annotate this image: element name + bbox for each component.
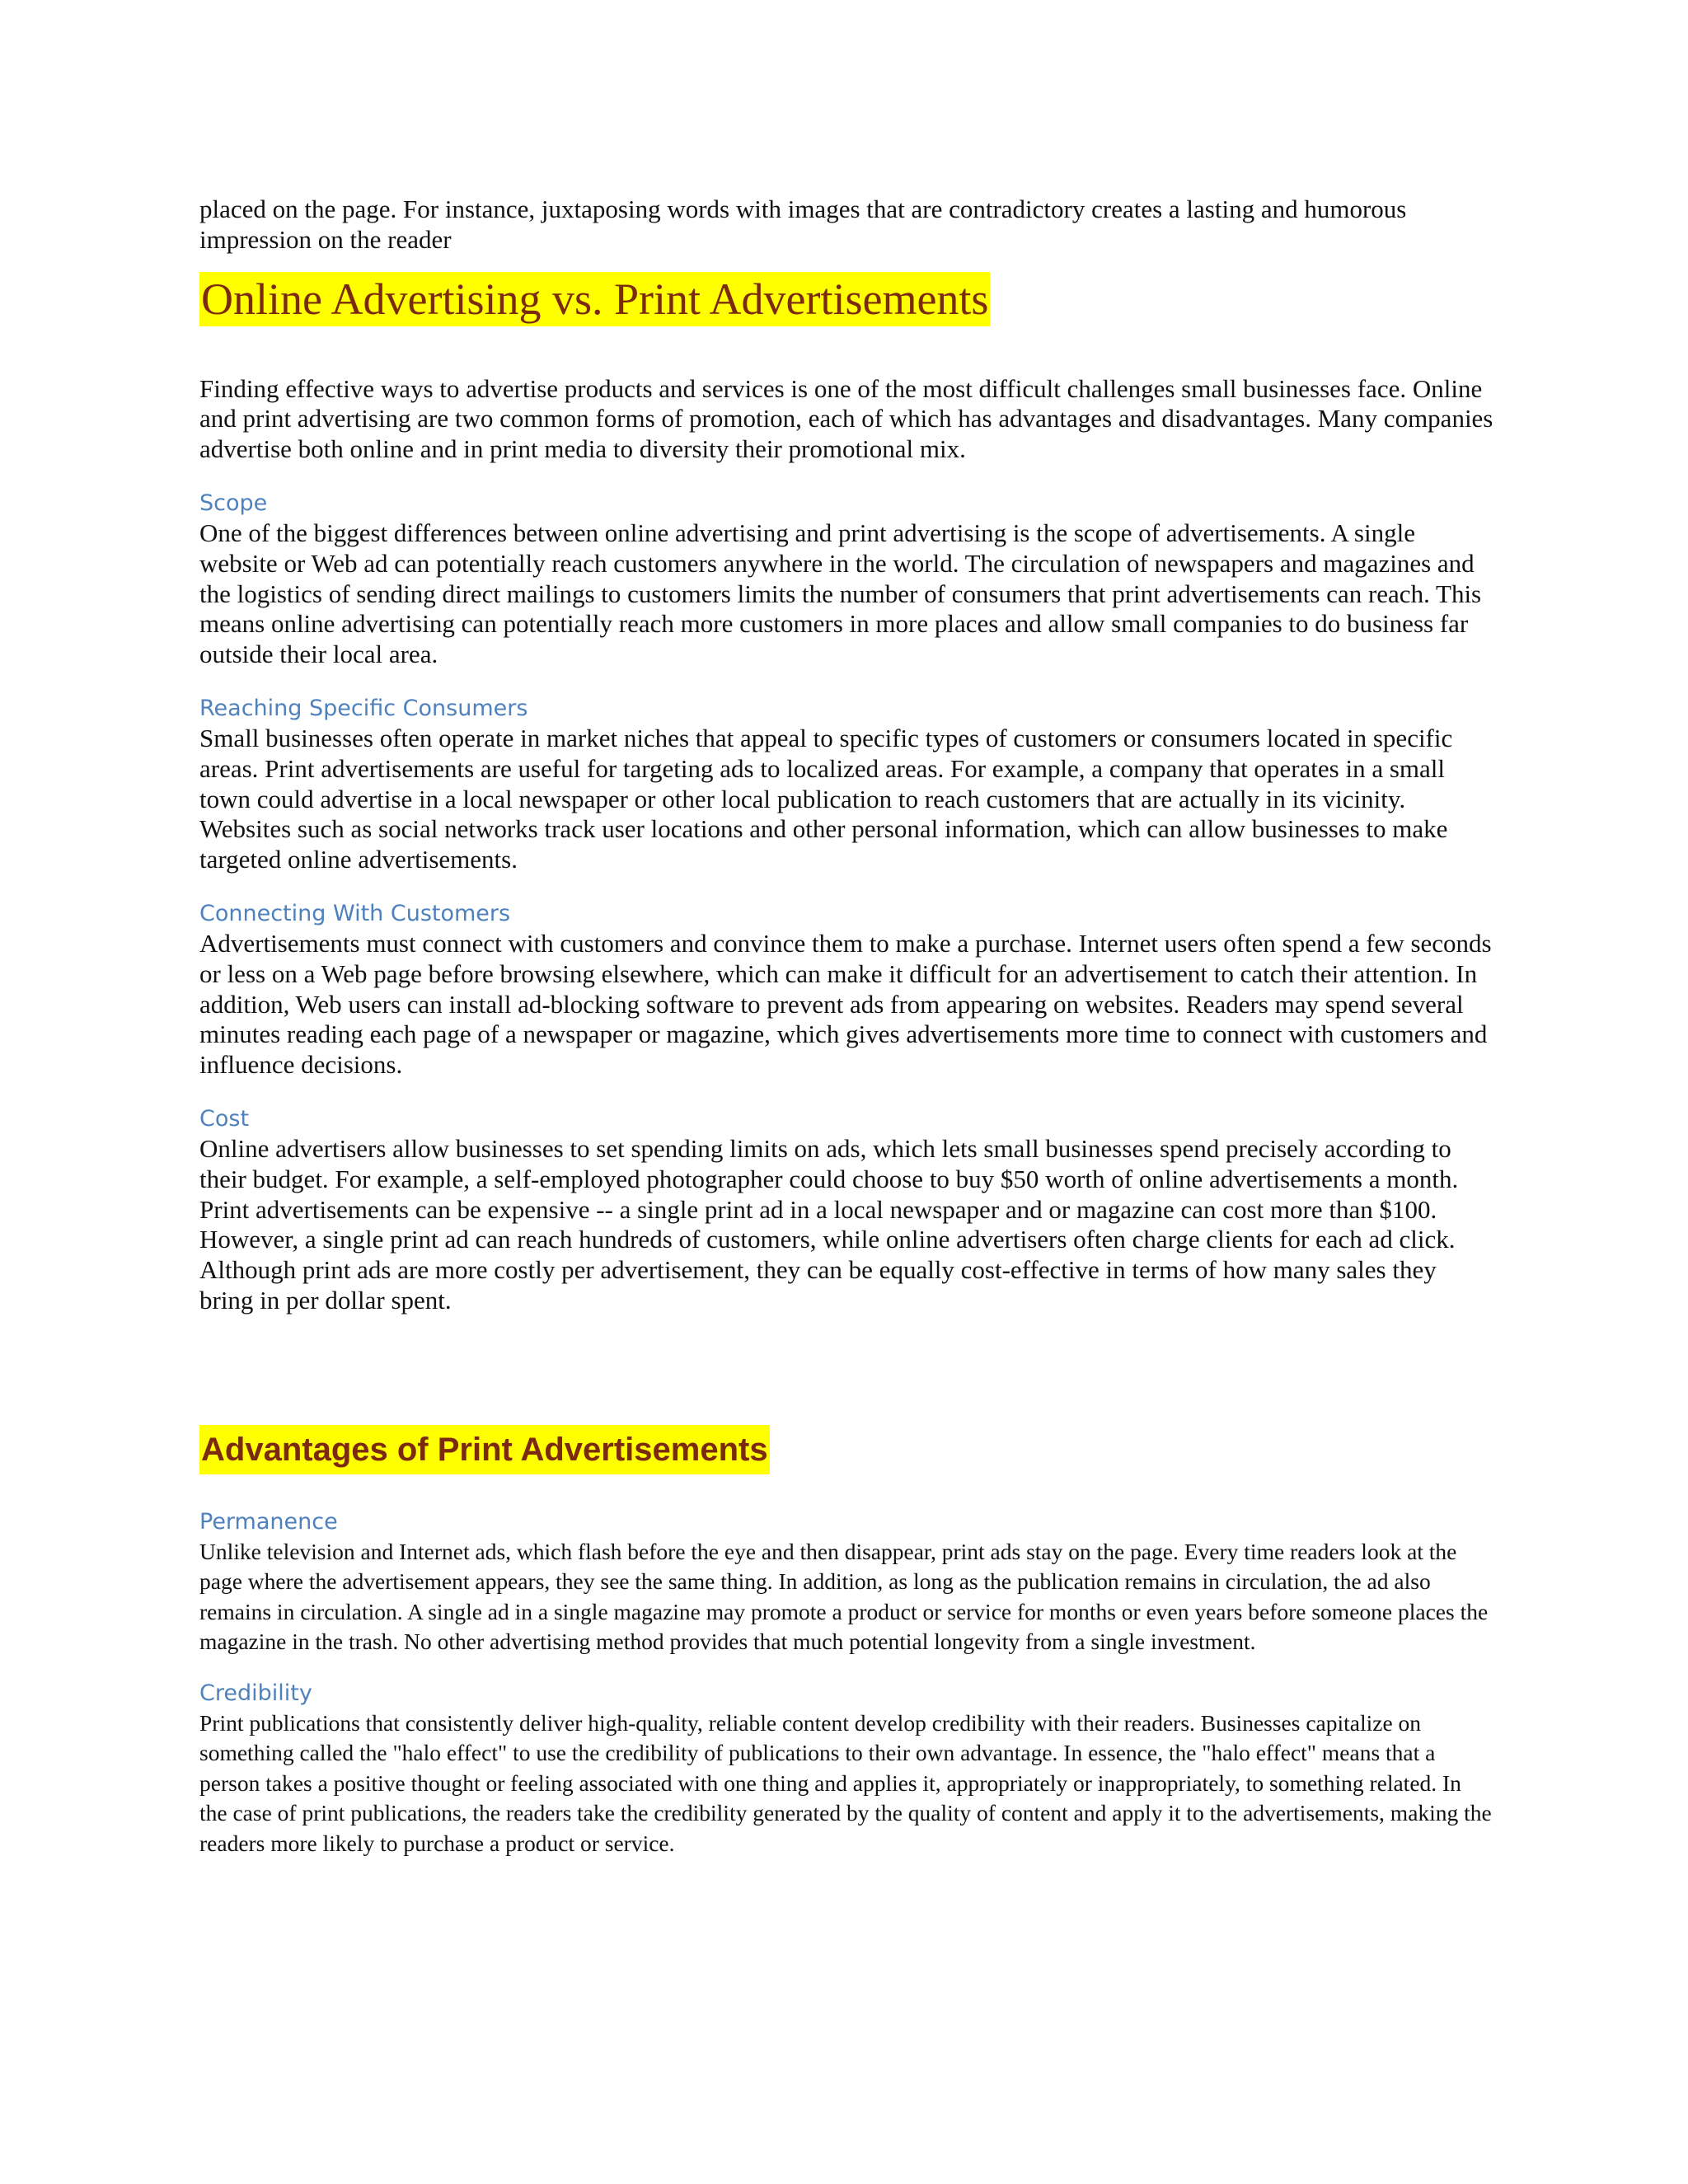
section-paragraph: Advertisements must connect with customers and convince them to make a purchase. Internet users often spend a few seconds or less on a Web page before browsing elsewhere, which can make it difficult for an advertisement to catch their attention. In addition, Web users can install ad-blocking software to prevent ads from appearing on websites. Readers may spend several minutes reading each page of a newspaper or magazine, which gives advertisements more time to connect with customers and influence decisions. — [199, 928, 1492, 1080]
section-paragraph: One of the biggest differences between online advertising and print advertising is the scope of advertisements. A single website or Web ad can potentially reach customers anywhere in the world. The circulation of newspapers and magazines and the logistics of sending direct mailings to customers limits the number of consumers that print advertisements can reach. This means online advertising can potentially reach more customers in more places and allow small companies to do business far outside their local area. — [199, 518, 1482, 669]
section-heading: Reaching Specific Consumers — [199, 695, 528, 721]
section-connecting-with-customers — [199, 899, 1493, 1080]
section-paragraph: Print publications that consistently deliver high-quality, reliable content develop credibility with their readers. Businesses capitalize on something called the "halo effect" to use the credibility of publications to their own advantage. In essence, the "halo effect" means that a person takes a positive thought or feeling associated with one thing and applies it, appropriately or inappropriately, to something related. In the case of print publications, the readers take the credibility generated by the quality of content and apply it to the advertisements, making the readers more likely to purchase a product or service. — [199, 1709, 1492, 1856]
section-paragraph: Small businesses often operate in market niches that appeal to specific types of customers or consumers located in specific areas. Print advertisements are useful for targeting ads to localized areas. For example, a company that operates in a small town could advertise in a local newspaper or other local publication to reach customers that are actually in its vicinity. Websites such as social networks track user locations and other personal information, which can allow businesses to make targeted online advertisements. — [199, 723, 1453, 874]
document-page — [199, 194, 1493, 1858]
section-cost — [199, 1104, 1493, 1316]
section-heading: Connecting With Customers — [199, 900, 511, 926]
section-reaching-specific-consumers — [199, 694, 1493, 875]
section-paragraph: Unlike television and Internet ads, which flash before the eye and then disappear, print ads stay on the page. Every time readers look at the page where the advertisement appears, they see the same thing. In addition, as long as the publication remains in circulation, the ad also remains in circulation. A single ad in a single magazine may promote a product or service for months or even years before someone places the magazine in the trash. No other advertising method provides that much potential longevity from a single investment. — [199, 1538, 1489, 1655]
section-paragraph: Online advertisers allow businesses to set spending limits on ads, which lets small businesses spend precisely according to their budget. For example, a self-employed photographer could choose to buy $50 worth of online advertisements a month. Print advertisements can be expensive -- a single print ad in a local newspaper and or magazine can cost more than $100. However, a single print ad can reach hundreds of customers, while online advertisers often charge clients for each ad click. Although print ads are more costly per advertisement, they can be equally cost-effective in terms of how many sales they bring in per dollar spent. — [199, 1133, 1459, 1315]
online-vs-print-title-wrap — [199, 272, 1493, 326]
section-heading: Cost — [199, 1105, 250, 1132]
section-permanence — [199, 1507, 1493, 1657]
print-advantages-title-wrap — [199, 1425, 1493, 1474]
online-vs-print-title: Online Advertising vs. Print Advertisements — [199, 272, 990, 326]
intro-paragraph: placed on the page. For instance, juxtaposing words with images that are contradictory creates a lasting and humorous impression on the reader — [199, 194, 1407, 254]
section-heading: Credibility — [199, 1680, 312, 1706]
section-scope — [199, 489, 1493, 670]
print-advantages-title: Advantages of Print Advertisements — [199, 1425, 770, 1474]
online-vs-print-paragraph: Finding effective ways to advertise products and services is one of the most difficult challenges small businesses face. Online and print advertising are two common forms of promotion, each of which has advantages and disadvantages. Many companies advertise both online and in print media to diversity their promotional mix. — [199, 373, 1493, 464]
section-heading: Permanence — [199, 1508, 338, 1535]
section-heading: Scope — [199, 490, 268, 516]
section-credibility — [199, 1679, 1493, 1859]
